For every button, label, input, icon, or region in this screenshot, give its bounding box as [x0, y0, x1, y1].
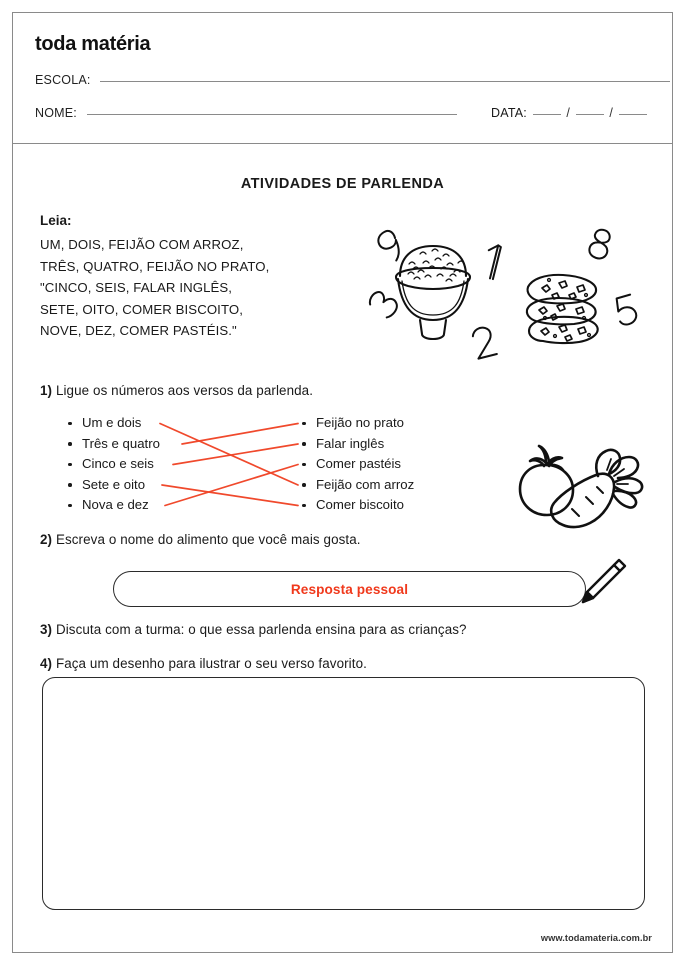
date-field-row [491, 106, 649, 120]
question-1 [40, 383, 313, 398]
matching-exercise [40, 413, 480, 515]
date-separator-2: / [609, 106, 614, 120]
school-field-input[interactable] [100, 81, 670, 82]
question-4-text: Faça um desenho para ilustrar o seu verso favorito. [55, 656, 367, 671]
matching-right-item[interactable]: Comer pastéis [302, 454, 414, 475]
matching-line [162, 485, 298, 506]
matching-line [165, 465, 298, 506]
matching-line [160, 424, 298, 486]
poem-text [40, 234, 350, 342]
name-field-input[interactable] [87, 114, 457, 115]
question-3-text: Discuta com a turma: o que essa parlenda ensina para as crianças? [55, 622, 467, 637]
question-1-text: Ligue os números aos versos da parlenda. [55, 383, 314, 398]
read-label: Leia: [40, 213, 72, 228]
rice-and-cookies-illustration [353, 219, 643, 371]
matching-left-item[interactable]: Três e quatro [68, 434, 160, 455]
question-2-text: Escreva o nome do alimento que você mais gosta. [55, 532, 361, 547]
question-2 [40, 532, 361, 547]
footer-website-url: www.todamateria.com.br [540, 933, 652, 943]
question-3 [40, 622, 467, 637]
brand-logo: toda matéria [35, 33, 151, 55]
worksheet-header [13, 13, 672, 144]
matching-left-item[interactable]: Um e dois [68, 413, 160, 434]
poem-line: "CINCO, SEIS, FALAR INGLÊS, [40, 280, 233, 295]
question-2-number: 2) [40, 532, 53, 547]
question-4-number: 4) [40, 656, 53, 671]
drawing-answer-box[interactable] [42, 677, 645, 910]
tomato-and-carrot-illustration [508, 421, 653, 533]
matching-right-item[interactable]: Comer biscoito [302, 495, 414, 516]
poem-line: TRÊS, QUATRO, FEIJÃO NO PRATO, [40, 258, 270, 274]
answer-placeholder-text: Resposta pessoal [290, 582, 409, 597]
poem-line: SETE, OITO, COMER BISCOITO, [40, 301, 243, 317]
school-field-row [35, 73, 670, 87]
poem-line: UM, DOIS, FEIJÃO COM ARROZ, [40, 237, 244, 252]
page-title: ATIVIDADES DE PARLENDA [240, 176, 445, 192]
date-separator-1: / [566, 106, 571, 120]
poem-line: NOVE, DEZ, COMER PASTÉIS." [40, 323, 237, 338]
matching-left-item[interactable]: Nova e dez [68, 495, 160, 516]
matching-left-item[interactable]: Sete e oito [68, 475, 160, 496]
pencil-icon [569, 554, 631, 612]
name-field-row [35, 106, 457, 120]
matching-right-column [302, 413, 414, 516]
date-year-input[interactable] [619, 114, 647, 115]
matching-left-column [68, 413, 160, 516]
date-month-input[interactable] [576, 114, 604, 115]
matching-line [173, 444, 298, 465]
question-3-number: 3) [40, 622, 53, 637]
date-day-input[interactable] [533, 114, 561, 115]
answer-input-pill[interactable] [113, 571, 586, 607]
question-1-number: 1) [40, 383, 53, 398]
worksheet-page [12, 12, 673, 953]
question-4 [40, 656, 367, 671]
date-field-label: DATA: [491, 106, 527, 120]
matching-right-item[interactable]: Feijão com arroz [302, 475, 414, 496]
school-field-label: ESCOLA: [35, 73, 91, 87]
matching-left-item[interactable]: Cinco e seis [68, 454, 160, 475]
name-field-label: NOME: [35, 106, 77, 120]
matching-line [182, 424, 298, 445]
matching-right-item[interactable]: Falar inglês [302, 434, 414, 455]
matching-right-item[interactable]: Feijão no prato [302, 413, 414, 434]
